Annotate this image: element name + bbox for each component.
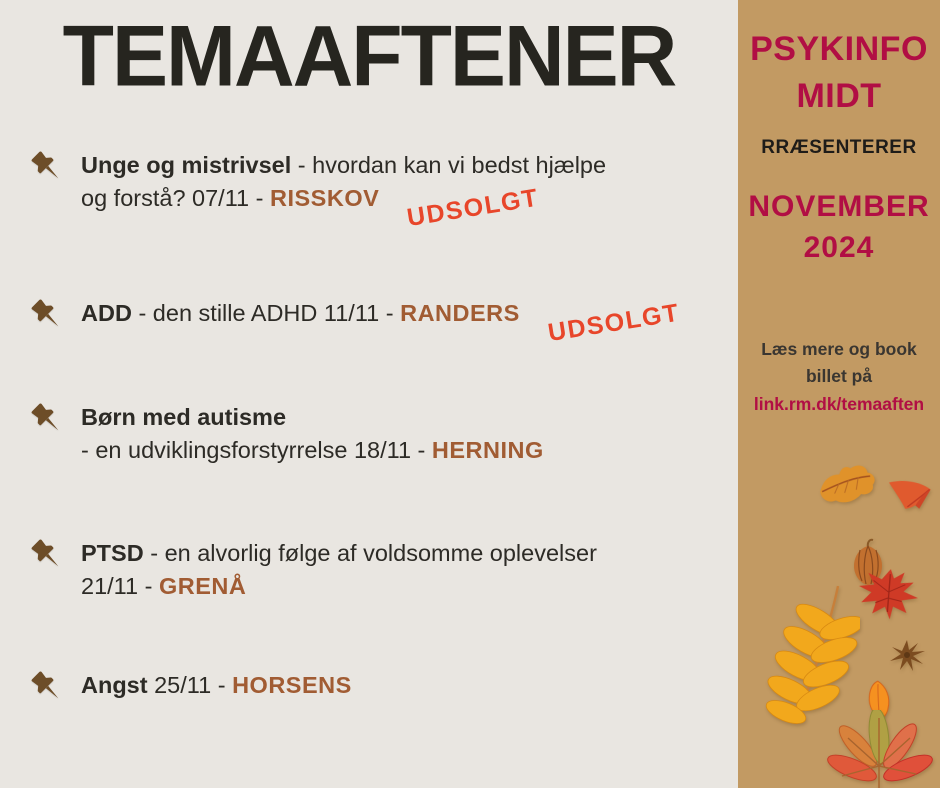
- event-item-ptsd: [28, 536, 597, 603]
- event-item-unge-og-mistrivsel: [28, 148, 607, 233]
- pushpin-icon: [28, 536, 66, 579]
- month-year: 2024: [803, 231, 875, 264]
- oak-leaf-icon: [814, 458, 884, 519]
- event-title: Unge og mistrivsel: [81, 152, 292, 178]
- event-desc: - en alvorlig følge af voldsomme oplevelser: [143, 540, 597, 566]
- event-title: ADD: [81, 300, 132, 326]
- soldout-stamp: UDSOLGT: [545, 298, 682, 348]
- cta-text: [738, 336, 940, 418]
- event-title: Angst: [81, 672, 148, 698]
- brand-line1: PSYKINFO: [750, 30, 928, 68]
- event-city: HERNING: [431, 437, 544, 463]
- presents-label: RRÆSENTERER: [761, 137, 917, 158]
- event-city: HORSENS: [232, 672, 352, 698]
- booking-link: link.rm.dk/temaaften: [753, 394, 925, 414]
- brand-line2: MIDT: [796, 77, 882, 115]
- cta-line2: billet på: [805, 366, 873, 386]
- event-title: Børn med autisme: [81, 404, 287, 430]
- red-leaf-icon: [885, 476, 934, 518]
- month-name: NOVEMBER: [748, 190, 930, 223]
- pushpin-icon: [28, 400, 66, 443]
- event-city: RISSKOV: [270, 185, 380, 211]
- pushpin-icon: [28, 148, 66, 191]
- pushpin-icon: [28, 296, 66, 339]
- event-desc: 25/11 -: [147, 672, 233, 698]
- cta-line1: Læs mere og book: [761, 339, 917, 359]
- event-title: PTSD: [81, 540, 144, 566]
- event-desc: og forstå? 07/11 -: [81, 185, 270, 211]
- brand-title: [738, 26, 940, 120]
- month-label: [738, 186, 940, 268]
- page-title: TEMAAFTENER: [62, 7, 676, 105]
- event-city: GRENÅ: [158, 573, 247, 599]
- soldout-stamp: UDSOLGT: [405, 183, 541, 233]
- event-item-angst: [28, 668, 352, 711]
- star-anise-icon: [888, 638, 926, 677]
- event-desc: - en udviklingsforstyrrelse 18/11 -: [81, 437, 432, 463]
- maple-leaf-icon: [853, 565, 923, 628]
- event-item-add: [28, 296, 682, 348]
- event-item-boern-med-autisme: [28, 400, 544, 467]
- event-desc: - den stille ADHD 11/11 -: [131, 300, 401, 326]
- event-desc: 21/11 -: [81, 573, 159, 599]
- event-desc: - hvordan kan vi bedst hjælpe: [291, 152, 607, 178]
- pushpin-icon: [28, 668, 66, 711]
- event-city: RANDERS: [400, 300, 520, 326]
- creeper-leaf-icon: [824, 710, 934, 788]
